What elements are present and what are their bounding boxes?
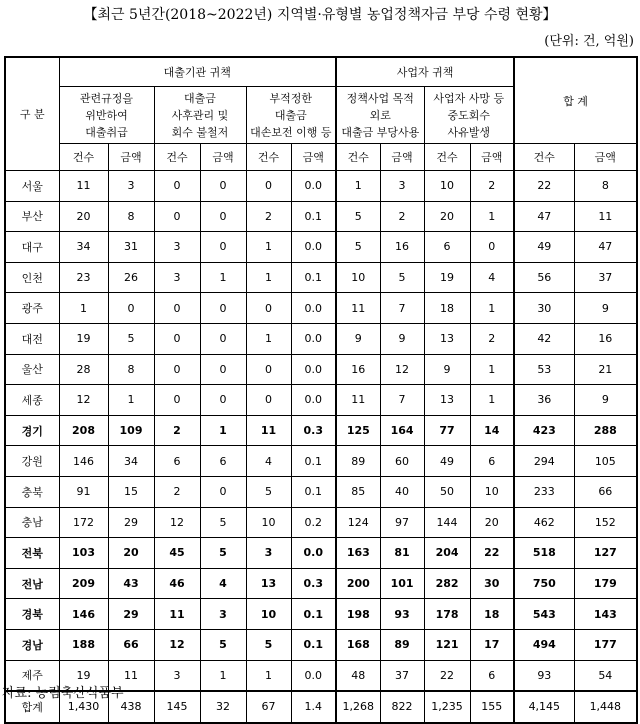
value-cell: 1 xyxy=(336,171,380,202)
region-cell: 충남 xyxy=(5,507,59,538)
table-row xyxy=(5,415,637,446)
subheader-line: 부적정한 xyxy=(269,91,313,105)
region-cell: 세종 xyxy=(5,385,59,416)
value-cell: 10 xyxy=(470,476,514,507)
value-cell: 5 xyxy=(336,232,380,263)
value-cell: 1 xyxy=(59,293,108,324)
value-cell: 0 xyxy=(470,232,514,263)
value-cell: 18 xyxy=(470,599,514,630)
unit-label: (단위: 건, 억원) xyxy=(544,34,634,49)
value-cell: 124 xyxy=(336,507,380,538)
value-cell: 22 xyxy=(514,171,574,202)
value-cell: 11 xyxy=(108,660,154,691)
value-cell: 56 xyxy=(514,262,574,293)
value-cell: 168 xyxy=(336,629,380,660)
value-cell: 177 xyxy=(574,629,637,660)
value-cell: 462 xyxy=(514,507,574,538)
region-cell: 경기 xyxy=(5,415,59,446)
value-cell: 11 xyxy=(59,171,108,202)
amount-header: 금액 xyxy=(291,144,336,171)
value-cell: 0 xyxy=(108,293,154,324)
subheader-line: 대손보전 이행 등 xyxy=(250,125,332,139)
value-cell: 29 xyxy=(108,507,154,538)
value-cell: 12 xyxy=(154,507,200,538)
value-cell: 0 xyxy=(154,354,200,385)
value-cell: 543 xyxy=(514,599,574,630)
value-cell: 20 xyxy=(424,201,470,232)
value-cell: 152 xyxy=(574,507,637,538)
value-cell: 10 xyxy=(336,262,380,293)
value-cell: 3 xyxy=(380,171,424,202)
amount-header: 금액 xyxy=(200,144,246,171)
table-row xyxy=(5,201,637,232)
subheader-line: 사업자 사망 등 xyxy=(433,91,505,105)
value-cell: 518 xyxy=(514,538,574,569)
value-cell: 13 xyxy=(424,385,470,416)
value-cell: 93 xyxy=(380,599,424,630)
value-cell: 6 xyxy=(470,660,514,691)
value-cell: 105 xyxy=(574,446,637,477)
value-cell: 121 xyxy=(424,629,470,660)
value-cell: 144 xyxy=(424,507,470,538)
value-cell: 9 xyxy=(424,354,470,385)
value-cell: 0.0 xyxy=(291,354,336,385)
table-row xyxy=(5,507,637,538)
subheader-cell xyxy=(246,87,336,144)
value-cell: 0.0 xyxy=(291,660,336,691)
value-cell: 97 xyxy=(380,507,424,538)
subheader-line: 대출금 xyxy=(184,91,216,105)
value-cell: 54 xyxy=(574,660,637,691)
value-cell: 8 xyxy=(108,201,154,232)
value-cell: 0 xyxy=(246,354,291,385)
value-cell: 143 xyxy=(574,599,637,630)
value-cell: 5 xyxy=(336,201,380,232)
value-cell: 5 xyxy=(200,538,246,569)
subheader-cell xyxy=(59,87,154,144)
value-cell: 198 xyxy=(336,599,380,630)
value-cell: 0.0 xyxy=(291,323,336,354)
value-cell: 2 xyxy=(154,476,200,507)
value-cell: 0.3 xyxy=(291,415,336,446)
value-cell: 30 xyxy=(470,568,514,599)
value-cell: 16 xyxy=(574,323,637,354)
value-cell: 1,448 xyxy=(574,691,637,723)
subheader-cell xyxy=(154,87,246,144)
value-cell: 8 xyxy=(574,171,637,202)
table-row xyxy=(5,323,637,354)
table-row xyxy=(5,232,637,263)
value-cell: 16 xyxy=(336,354,380,385)
table-row xyxy=(5,446,637,477)
value-cell: 0 xyxy=(154,323,200,354)
value-cell: 48 xyxy=(336,660,380,691)
table-row xyxy=(5,354,637,385)
subheader-line: 대출금 xyxy=(274,108,307,122)
region-cell: 경남 xyxy=(5,629,59,660)
value-cell: 208 xyxy=(59,415,108,446)
value-cell: 89 xyxy=(336,446,380,477)
value-cell: 0.0 xyxy=(291,232,336,263)
value-cell: 6 xyxy=(154,446,200,477)
value-cell: 11 xyxy=(246,415,291,446)
value-cell: 85 xyxy=(336,476,380,507)
region-cell: 부산 xyxy=(5,201,59,232)
table-row xyxy=(5,599,637,630)
region-cell: 광주 xyxy=(5,293,59,324)
value-cell: 19 xyxy=(424,262,470,293)
value-cell: 28 xyxy=(59,354,108,385)
value-cell: 11 xyxy=(154,599,200,630)
count-header: 건수 xyxy=(336,144,380,171)
value-cell: 20 xyxy=(59,201,108,232)
value-cell: 282 xyxy=(424,568,470,599)
value-cell: 11 xyxy=(574,201,637,232)
amount-header: 금액 xyxy=(108,144,154,171)
value-cell: 34 xyxy=(59,232,108,263)
value-cell: 20 xyxy=(108,538,154,569)
value-cell: 0.1 xyxy=(291,446,336,477)
value-cell: 0.1 xyxy=(291,201,336,232)
region-cell: 경북 xyxy=(5,599,59,630)
region-cell: 전북 xyxy=(5,538,59,569)
value-cell: 233 xyxy=(514,476,574,507)
value-cell: 0.1 xyxy=(291,476,336,507)
value-cell: 4 xyxy=(200,568,246,599)
value-cell: 0 xyxy=(200,293,246,324)
count-amount-row xyxy=(5,144,637,171)
value-cell: 0.0 xyxy=(291,293,336,324)
table-row xyxy=(5,476,637,507)
value-cell: 9 xyxy=(574,293,637,324)
value-cell: 0 xyxy=(154,201,200,232)
region-header: 구 분 xyxy=(5,57,59,171)
value-cell: 60 xyxy=(380,446,424,477)
value-cell: 42 xyxy=(514,323,574,354)
value-cell: 1 xyxy=(200,262,246,293)
value-cell: 5 xyxy=(200,629,246,660)
subheader-line: 사후관리 및 xyxy=(171,108,229,122)
value-cell: 9 xyxy=(574,385,637,416)
value-cell: 4 xyxy=(246,446,291,477)
value-cell: 0 xyxy=(200,171,246,202)
value-cell: 0.1 xyxy=(291,599,336,630)
value-cell: 750 xyxy=(514,568,574,599)
value-cell: 91 xyxy=(59,476,108,507)
value-cell: 1,268 xyxy=(336,691,380,723)
value-cell: 77 xyxy=(424,415,470,446)
subheader-line: 정책사업 목적 xyxy=(346,91,414,105)
table-row xyxy=(5,568,637,599)
value-cell: 6 xyxy=(200,446,246,477)
value-cell: 46 xyxy=(154,568,200,599)
value-cell: 9 xyxy=(380,323,424,354)
value-cell: 179 xyxy=(574,568,637,599)
value-cell: 1,235 xyxy=(424,691,470,723)
subheader-cell xyxy=(336,87,424,144)
value-cell: 172 xyxy=(59,507,108,538)
region-cell: 울산 xyxy=(5,354,59,385)
count-header: 건수 xyxy=(154,144,200,171)
value-cell: 0 xyxy=(200,323,246,354)
value-cell: 0 xyxy=(246,385,291,416)
value-cell: 7 xyxy=(380,385,424,416)
value-cell: 22 xyxy=(470,538,514,569)
value-cell: 3 xyxy=(200,599,246,630)
subheader-line: 외로 xyxy=(369,108,391,122)
value-cell: 81 xyxy=(380,538,424,569)
value-cell: 67 xyxy=(246,691,291,723)
value-cell: 423 xyxy=(514,415,574,446)
value-cell: 19 xyxy=(59,660,108,691)
value-cell: 2 xyxy=(470,171,514,202)
value-cell: 8 xyxy=(108,354,154,385)
value-cell: 0 xyxy=(200,201,246,232)
region-cell: 전남 xyxy=(5,568,59,599)
region-cell: 대구 xyxy=(5,232,59,263)
value-cell: 200 xyxy=(336,568,380,599)
subheader-line: 대출취급 xyxy=(85,125,128,139)
value-cell: 2 xyxy=(246,201,291,232)
total-header: 합 계 xyxy=(514,57,637,144)
source-note: 자료: 농림축산식품부 xyxy=(2,686,124,701)
value-cell: 29 xyxy=(108,599,154,630)
table-row xyxy=(5,262,637,293)
value-cell: 0 xyxy=(154,293,200,324)
value-cell: 1 xyxy=(470,293,514,324)
value-cell: 3 xyxy=(246,538,291,569)
value-cell: 17 xyxy=(470,629,514,660)
value-cell: 10 xyxy=(246,599,291,630)
subheader-line: 중도회수 xyxy=(447,108,491,122)
value-cell: 163 xyxy=(336,538,380,569)
value-cell: 3 xyxy=(108,171,154,202)
value-cell: 2 xyxy=(380,201,424,232)
value-cell: 146 xyxy=(59,446,108,477)
value-cell: 10 xyxy=(424,171,470,202)
value-cell: 5 xyxy=(200,507,246,538)
value-cell: 32 xyxy=(200,691,246,723)
value-cell: 26 xyxy=(108,262,154,293)
table-row xyxy=(5,293,637,324)
value-cell: 0 xyxy=(246,293,291,324)
value-cell: 0 xyxy=(154,385,200,416)
value-cell: 1 xyxy=(246,232,291,263)
value-cell: 49 xyxy=(424,446,470,477)
count-header: 건수 xyxy=(424,144,470,171)
value-cell: 1 xyxy=(200,415,246,446)
amount-header: 금액 xyxy=(380,144,424,171)
region-cell: 제주 xyxy=(5,660,59,691)
subheader-line: 위반하여 xyxy=(85,108,128,122)
table-row xyxy=(5,171,637,202)
region-cell: 대전 xyxy=(5,323,59,354)
value-cell: 0 xyxy=(200,232,246,263)
value-cell: 438 xyxy=(108,691,154,723)
count-header: 건수 xyxy=(246,144,291,171)
value-cell: 19 xyxy=(59,323,108,354)
value-cell: 93 xyxy=(514,660,574,691)
value-cell: 13 xyxy=(424,323,470,354)
region-cell: 합계 xyxy=(5,691,59,723)
value-cell: 11 xyxy=(336,385,380,416)
value-cell: 6 xyxy=(424,232,470,263)
value-cell: 1 xyxy=(246,660,291,691)
value-cell: 5 xyxy=(380,262,424,293)
region-cell: 인천 xyxy=(5,262,59,293)
value-cell: 36 xyxy=(514,385,574,416)
subheader-line: 회수 불철저 xyxy=(171,125,229,139)
count-header: 건수 xyxy=(59,144,108,171)
value-cell: 20 xyxy=(470,507,514,538)
value-cell: 31 xyxy=(108,232,154,263)
value-cell: 209 xyxy=(59,568,108,599)
value-cell: 6 xyxy=(470,446,514,477)
region-cell: 충북 xyxy=(5,476,59,507)
value-cell: 5 xyxy=(246,476,291,507)
value-cell: 1 xyxy=(246,323,291,354)
value-cell: 15 xyxy=(108,476,154,507)
value-cell: 14 xyxy=(470,415,514,446)
amount-header: 금액 xyxy=(574,144,637,171)
subheader-line: 대출금 부당사용 xyxy=(341,125,420,139)
value-cell: 5 xyxy=(246,629,291,660)
value-cell: 1 xyxy=(470,201,514,232)
value-cell: 4 xyxy=(470,262,514,293)
value-cell: 43 xyxy=(108,568,154,599)
value-cell: 34 xyxy=(108,446,154,477)
value-cell: 47 xyxy=(574,232,637,263)
value-cell: 125 xyxy=(336,415,380,446)
value-cell: 12 xyxy=(154,629,200,660)
group-lender-header: 대출기관 귀책 xyxy=(59,57,336,87)
value-cell: 9 xyxy=(336,323,380,354)
value-cell: 1,430 xyxy=(59,691,108,723)
group-operator-header: 사업자 귀책 xyxy=(336,57,514,87)
region-cell: 서울 xyxy=(5,171,59,202)
value-cell: 101 xyxy=(380,568,424,599)
data-table xyxy=(4,56,638,724)
value-cell: 188 xyxy=(59,629,108,660)
value-cell: 18 xyxy=(424,293,470,324)
value-cell: 53 xyxy=(514,354,574,385)
value-cell: 40 xyxy=(380,476,424,507)
value-cell: 0.0 xyxy=(291,538,336,569)
value-cell: 103 xyxy=(59,538,108,569)
value-cell: 1 xyxy=(470,385,514,416)
value-cell: 89 xyxy=(380,629,424,660)
value-cell: 294 xyxy=(514,446,574,477)
page-title: 【최근 5년간(2018~2022년) 지역별·유형별 농업정책자금 부당 수령 현황】 xyxy=(83,7,557,23)
value-cell: 0.1 xyxy=(291,629,336,660)
value-cell: 178 xyxy=(424,599,470,630)
count-header: 건수 xyxy=(514,144,574,171)
value-cell: 822 xyxy=(380,691,424,723)
subheader-cell xyxy=(424,87,514,144)
value-cell: 1 xyxy=(108,385,154,416)
value-cell: 5 xyxy=(108,323,154,354)
amount-header: 금액 xyxy=(470,144,514,171)
value-cell: 0.1 xyxy=(291,262,336,293)
value-cell: 0.2 xyxy=(291,507,336,538)
value-cell: 4,145 xyxy=(514,691,574,723)
value-cell: 164 xyxy=(380,415,424,446)
value-cell: 21 xyxy=(574,354,637,385)
value-cell: 204 xyxy=(424,538,470,569)
table-row xyxy=(5,538,637,569)
value-cell: 0.3 xyxy=(291,568,336,599)
value-cell: 2 xyxy=(154,415,200,446)
value-cell: 10 xyxy=(246,507,291,538)
value-cell: 3 xyxy=(154,262,200,293)
value-cell: 155 xyxy=(470,691,514,723)
value-cell: 16 xyxy=(380,232,424,263)
value-cell: 494 xyxy=(514,629,574,660)
value-cell: 7 xyxy=(380,293,424,324)
value-cell: 288 xyxy=(574,415,637,446)
value-cell: 1.4 xyxy=(291,691,336,723)
value-cell: 3 xyxy=(154,660,200,691)
value-cell: 66 xyxy=(108,629,154,660)
region-cell: 강원 xyxy=(5,446,59,477)
value-cell: 12 xyxy=(380,354,424,385)
value-cell: 37 xyxy=(380,660,424,691)
value-cell: 1 xyxy=(246,262,291,293)
subheader-line: 관련규정을 xyxy=(79,91,134,105)
value-cell: 0.0 xyxy=(291,385,336,416)
value-cell: 0 xyxy=(200,476,246,507)
subheader-line: 사유발생 xyxy=(447,125,491,139)
value-cell: 66 xyxy=(574,476,637,507)
value-cell: 1 xyxy=(200,660,246,691)
value-cell: 0 xyxy=(200,354,246,385)
value-cell: 30 xyxy=(514,293,574,324)
value-cell: 0 xyxy=(246,171,291,202)
value-cell: 3 xyxy=(154,232,200,263)
value-cell: 22 xyxy=(424,660,470,691)
value-cell: 0.0 xyxy=(291,171,336,202)
value-cell: 146 xyxy=(59,599,108,630)
value-cell: 109 xyxy=(108,415,154,446)
value-cell: 0 xyxy=(200,385,246,416)
value-cell: 13 xyxy=(246,568,291,599)
table-row xyxy=(5,629,637,660)
value-cell: 145 xyxy=(154,691,200,723)
value-cell: 49 xyxy=(514,232,574,263)
value-cell: 12 xyxy=(59,385,108,416)
value-cell: 2 xyxy=(470,323,514,354)
value-cell: 50 xyxy=(424,476,470,507)
value-cell: 0 xyxy=(154,171,200,202)
value-cell: 1 xyxy=(470,354,514,385)
value-cell: 23 xyxy=(59,262,108,293)
value-cell: 47 xyxy=(514,201,574,232)
value-cell: 45 xyxy=(154,538,200,569)
value-cell: 127 xyxy=(574,538,637,569)
table-row xyxy=(5,385,637,416)
value-cell: 11 xyxy=(336,293,380,324)
value-cell: 37 xyxy=(574,262,637,293)
